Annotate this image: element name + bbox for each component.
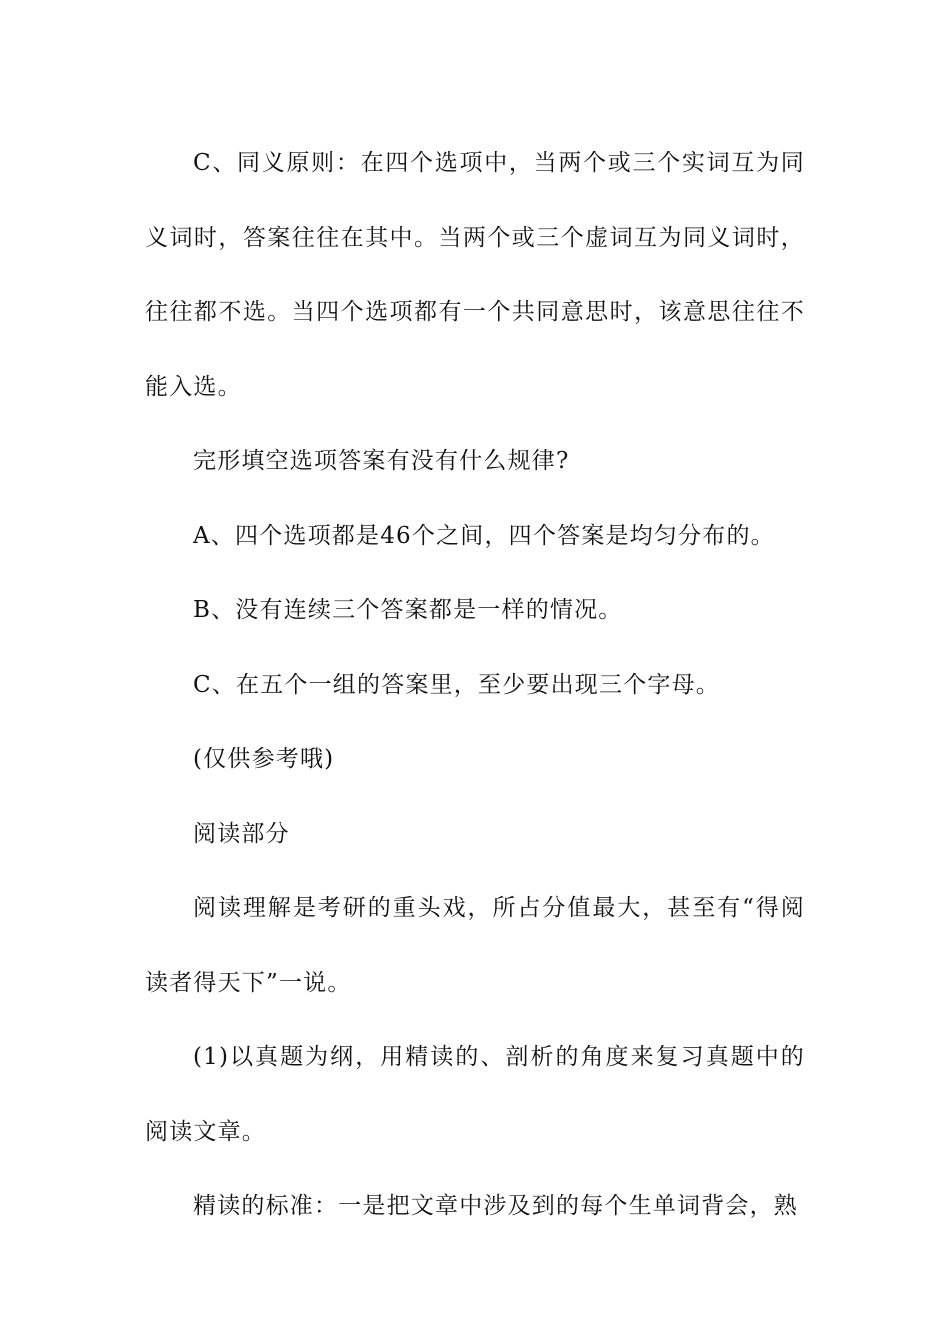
paragraph-rule-c: C、在五个一组的答案里，至少要出现三个字母。 (193, 671, 720, 698)
paragraph-cloze-question: 完形填空选项答案有没有什么规律? (193, 448, 570, 474)
paragraph-intensive-reading-standard: 精读的标准：一是把文章中涉及到的每个生单词背会，熟 (193, 1193, 798, 1219)
document-body (145, 126, 805, 1244)
paragraph-synonym-principle: C、同义原则：在四个选项中，当两个或三个实词互为同义词时，答案往往在其中。当两个或三个虚词互为同义词时，往往都不选。当四个选项都有一个共同意思时，该意思往往不能入选。 (145, 150, 805, 400)
paragraph-rule-a: A、四个选项都是46个之间，四个答案是均匀分布的。 (193, 522, 775, 549)
paragraph-reading-point-1: (1)以真题为纲，用精读的、剖析的角度来复习真题中的阅读文章。 (145, 1044, 805, 1145)
paragraph-rule-b: B、没有连续三个答案都是一样的情况。 (193, 597, 623, 623)
section-heading-reading: 阅读部分 (193, 820, 290, 847)
paragraph-reading-intro: 阅读理解是考研的重头戏，所占分值最大，甚至有“得阅读者得天下”一说。 (145, 895, 805, 996)
paragraph-reference-note: (仅供参考哦) (193, 746, 335, 772)
